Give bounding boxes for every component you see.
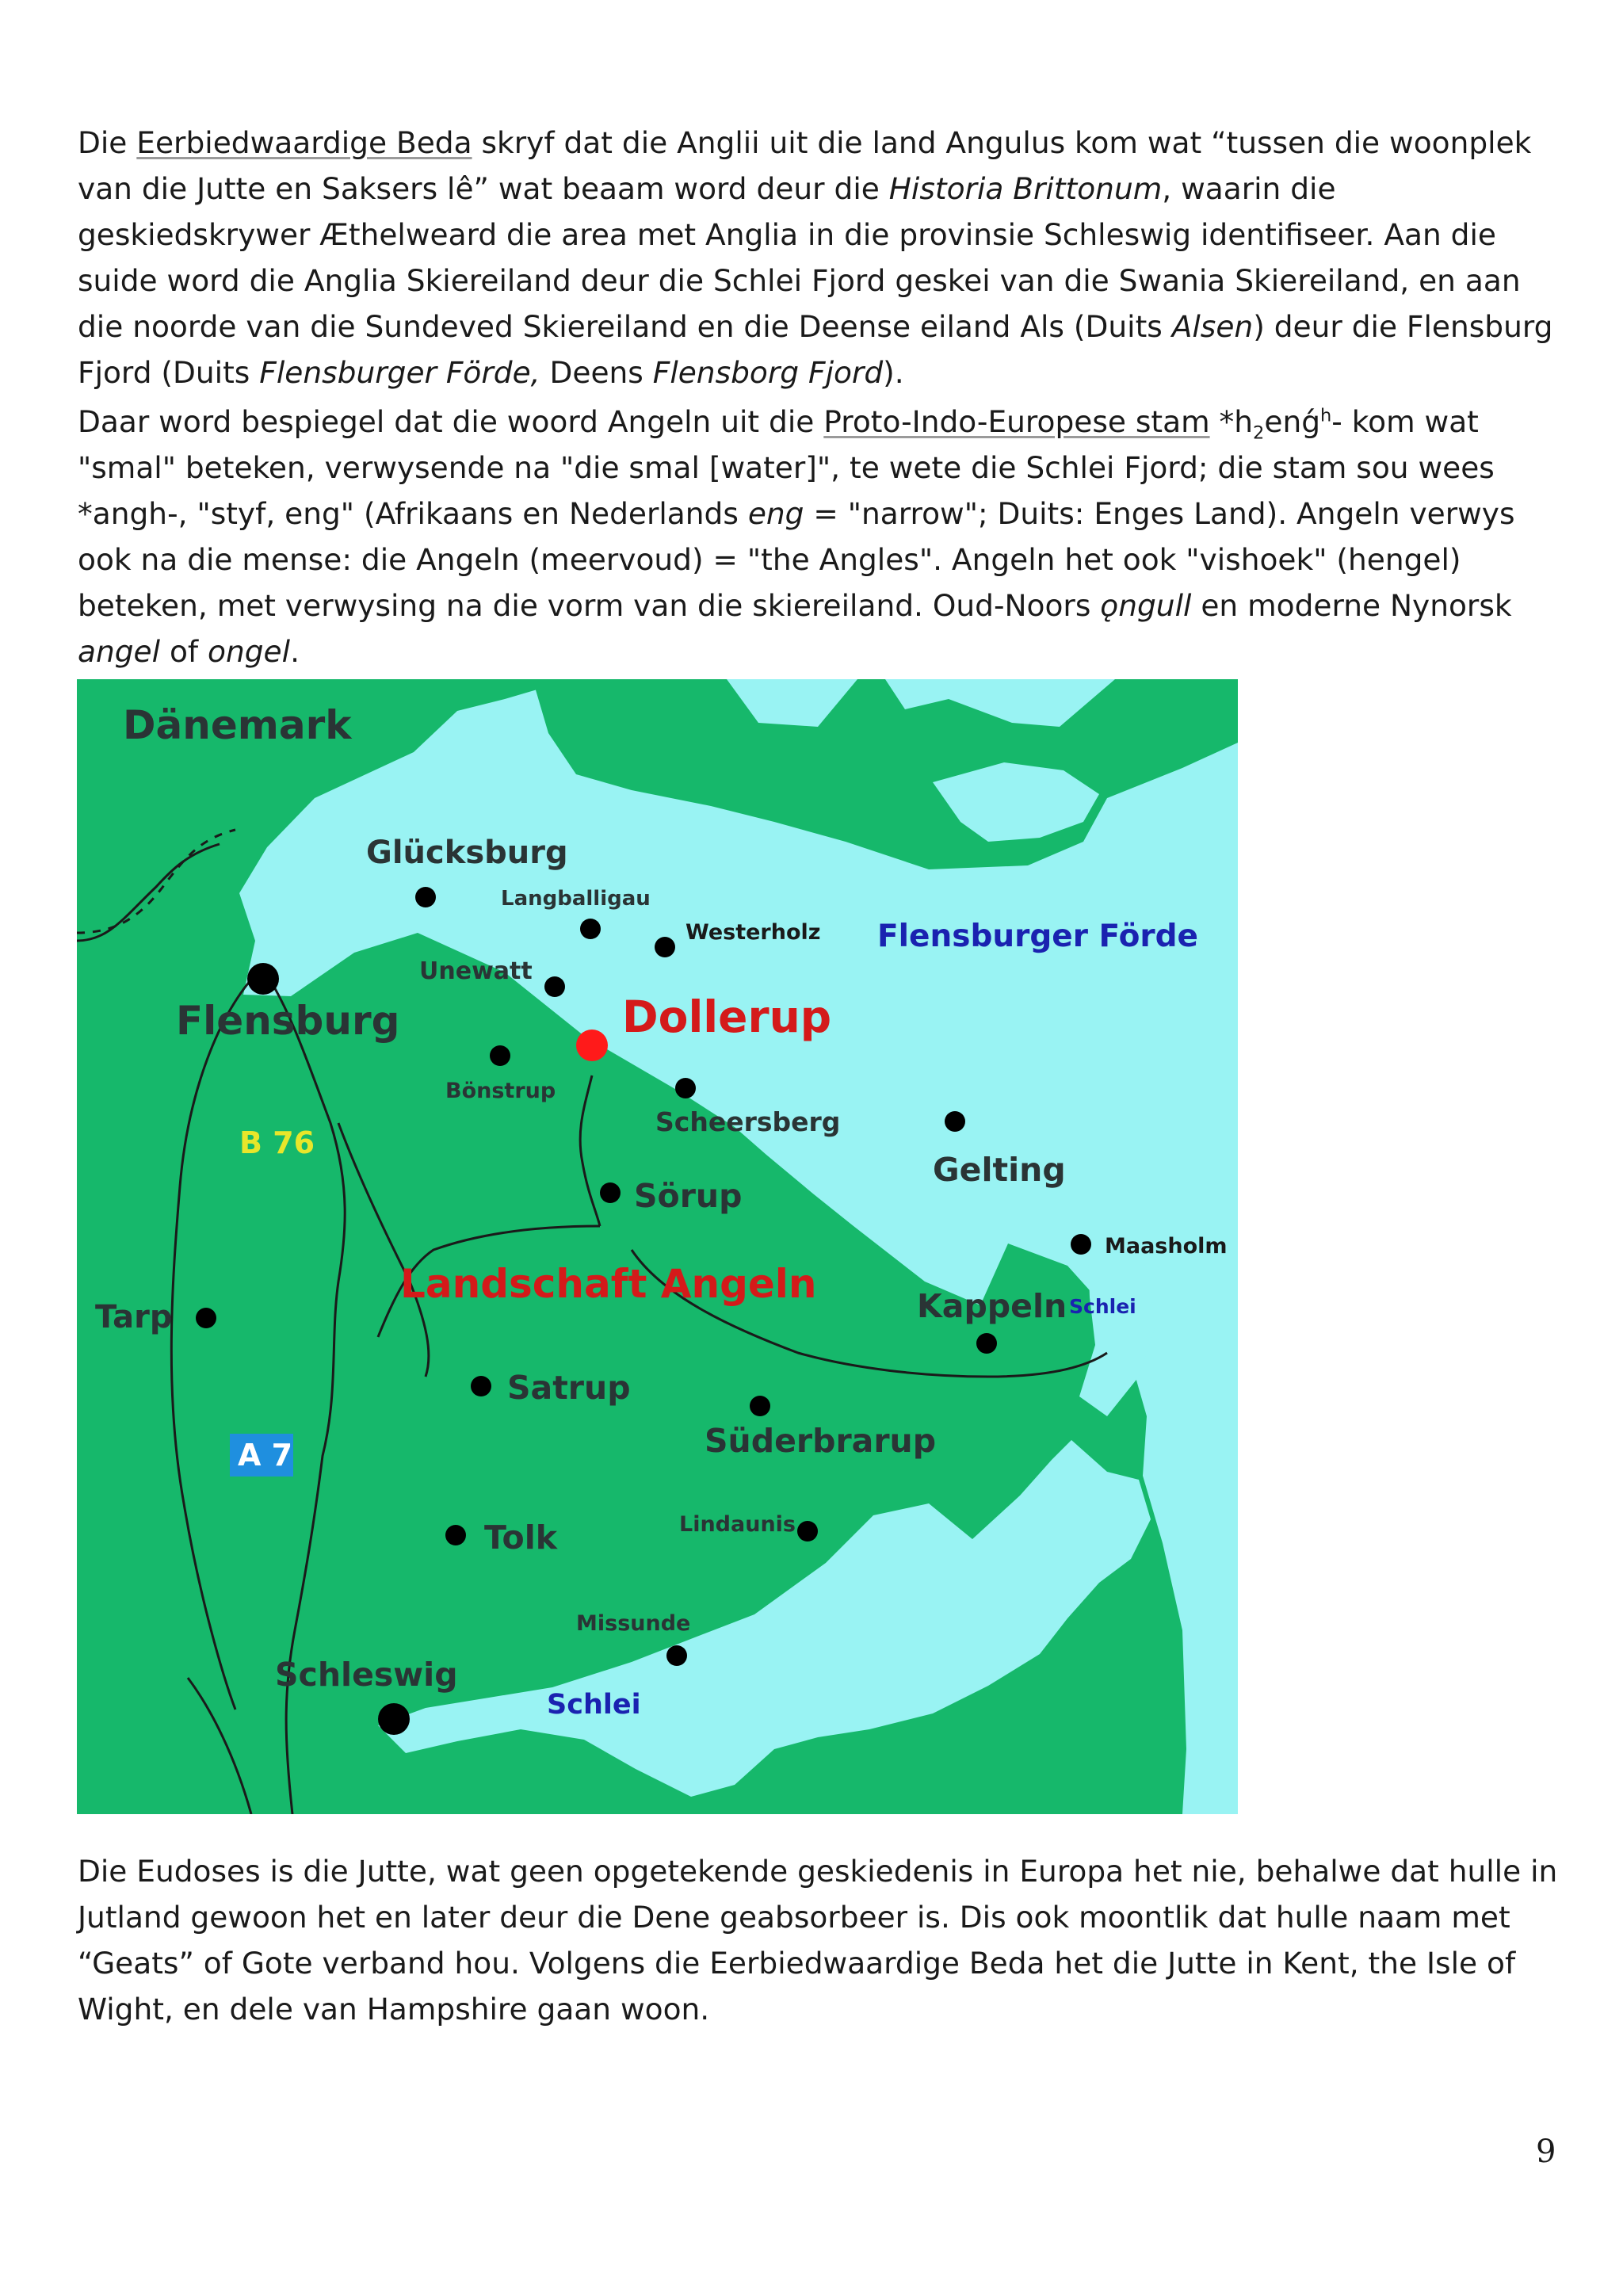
dot-dollerup	[576, 1030, 608, 1061]
label-gelting: Gelting	[933, 1151, 1066, 1189]
label-lindaunis: Lindaunis	[679, 1512, 796, 1537]
dot-maasholm	[1071, 1234, 1091, 1255]
label-kappeln: Kappeln	[917, 1287, 1067, 1325]
label-flensburg: Flensburg	[176, 998, 400, 1044]
dot-gelting	[945, 1111, 965, 1132]
dot-sorup	[600, 1182, 621, 1203]
dot-flensburg	[247, 963, 279, 995]
dot-unewatt	[544, 976, 565, 997]
label-schleswig: Schleswig	[275, 1656, 458, 1694]
link-eerbiedwaardige-beda[interactable]: Eerbiedwaardige Beda	[136, 125, 472, 160]
link-proto-indo-europese-stam[interactable]: Proto-Indo-Europese stam	[823, 404, 1210, 439]
dot-glucksburg	[415, 887, 436, 907]
label-sorup: Sörup	[634, 1177, 743, 1215]
label-b76: B 76	[239, 1125, 315, 1160]
label-danemark: Dänemark	[123, 702, 352, 748]
label-scheersberg: Scheersberg	[655, 1106, 841, 1137]
dot-scheersberg	[675, 1078, 696, 1098]
label-maasholm: Maasholm	[1105, 1234, 1228, 1259]
paragraph-beda: Die Eerbiedwaardige Beda skryf dat die Anglii uit die land Angulus kom wat “tussen die woonplek van die Jutte en Saksers lê” wat beaam word deur die Historia Brittonum, waarin die geskiedskrywer Æthelweard die area met Anglia in die provinsie Schleswig identifiseer. Aan die suide word die Anglia Skiereiland deur die Schlei Fjord geskei van die Swania Skiereiland, en aan die noorde van die Sundeved Skiereiland en die Deense eiland Als (Duits Alsen) deur die Flensburg Fjord (Duits Flensburger Förde, Deens Flensborg Fjord).	[78, 125, 1553, 390]
label-glucksburg: Glücksburg	[366, 835, 568, 871]
dot-lindaunis	[797, 1521, 818, 1541]
dot-schleswig	[378, 1703, 410, 1735]
label-westerholz: Westerholz	[685, 920, 821, 945]
label-dollerup: Dollerup	[622, 991, 832, 1042]
label-unewatt: Unewatt	[419, 957, 533, 985]
paragraph-jutes: Die Eudoses is die Jutte, wat geen opgetekende geskiedenis in Europa het nie, behalwe dat hulle in Jutland gewoon het en later deur die Dene geabsorbeer is. Dis ook moontlik dat hulle naam met “Geats” of Gote verband hou. Volgens die Eerbiedwaardige Beda het die Jutte in Kent, the Isle of Wight, en dele van Hampshire gaan woon.	[78, 1854, 1558, 2027]
dot-bonstrup	[490, 1045, 510, 1066]
label-satrup: Satrup	[507, 1369, 631, 1407]
dot-tarp	[196, 1308, 216, 1328]
dot-suderbrarup	[750, 1396, 770, 1416]
dot-langballigau	[580, 919, 601, 939]
angeln-map	[77, 679, 1238, 1814]
page-number: 9	[1536, 2134, 1556, 2170]
label-suderbrarup: Süderbrarup	[705, 1422, 937, 1460]
label-a7: A 7	[238, 1438, 293, 1473]
label-landschaft-angeln: Landschaft Angeln	[400, 1261, 817, 1307]
label-bonstrup: Bönstrup	[445, 1079, 556, 1103]
label-tarp: Tarp	[95, 1299, 173, 1335]
label-missunde: Missunde	[576, 1611, 691, 1636]
dot-satrup	[471, 1376, 491, 1396]
label-flensburger-forde: Flensburger Förde	[877, 919, 1198, 954]
label-schlei-east: Schlei	[1069, 1295, 1136, 1318]
label-tolk: Tolk	[484, 1519, 558, 1557]
dot-kappeln	[976, 1333, 997, 1354]
dot-missunde	[666, 1645, 687, 1666]
label-schlei-south: Schlei	[547, 1689, 641, 1721]
dot-tolk	[445, 1525, 466, 1545]
dot-westerholz	[655, 937, 675, 957]
label-langballigau: Langballigau	[501, 887, 651, 911]
paragraph-etymology: Daar word bespiegel dat die woord Angeln uit die Proto-Indo-Europese stam $*h_2enǵ^h-$ kom wat "smal" beteken, verwysende na "die smal [water]", te wete die Schlei Fjord; die stam sou wees *angh-, "styf, eng" (Afrikaans en Nederlands eng = "narrow"; Duits: Enges Land). Angeln verwys ook na die mense: die Angeln (meervoud) = "the Angles". Angeln het ook "vishoek" (hengel) beteken, met verwysing na die vorm van die skiereiland. Oud-Noors ǫngull en moderne Nynorsk angel of ongel.	[78, 404, 1515, 669]
